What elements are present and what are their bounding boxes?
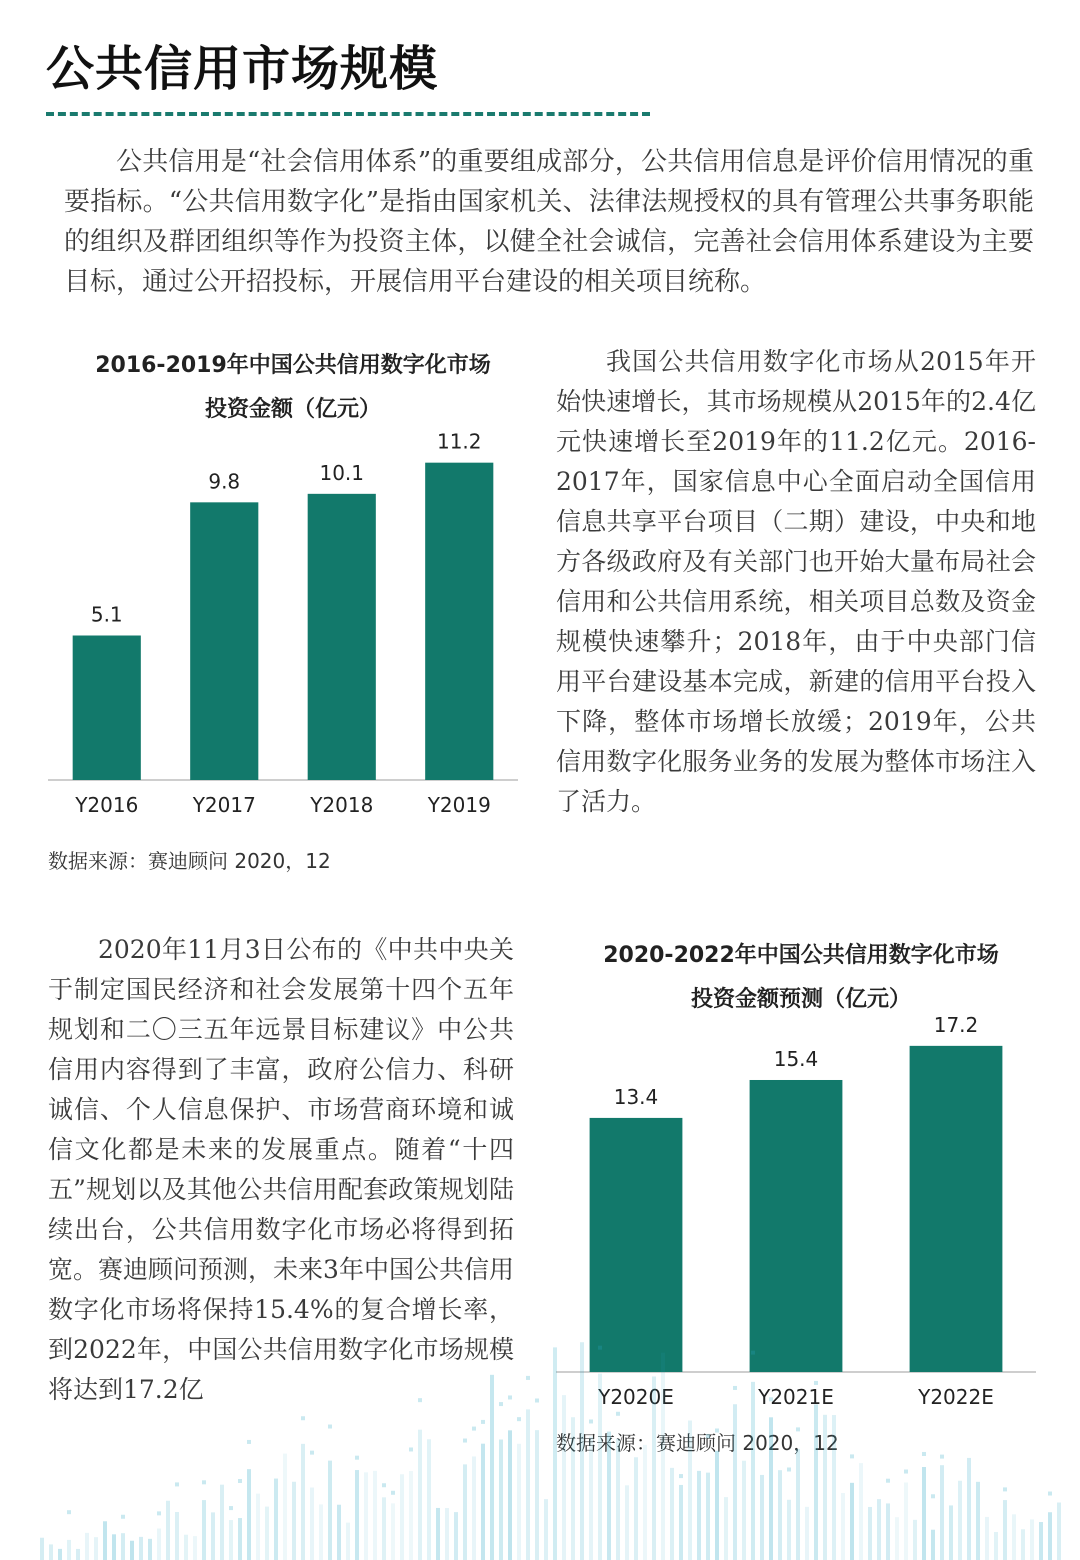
- decorative-bar: [139, 1537, 143, 1560]
- decorative-dot: [715, 1428, 719, 1432]
- decorative-bar: [859, 1463, 863, 1560]
- decorative-bar: [607, 1432, 611, 1560]
- decorative-bar: [256, 1494, 260, 1560]
- chart-2-tick-label: Y2022E: [918, 1385, 994, 1409]
- chart-1-bar: [190, 502, 258, 780]
- decorative-bar: [562, 1395, 566, 1560]
- decorative-bar: [652, 1376, 656, 1560]
- decorative-dot: [301, 1416, 305, 1420]
- chart-1-tick-label: Y2017: [192, 793, 256, 817]
- decorative-bars-background: [0, 1260, 1080, 1560]
- decorative-dot: [238, 1479, 242, 1483]
- decorative-dot: [157, 1511, 161, 1515]
- decorative-bar: [238, 1518, 242, 1560]
- chart-1-tick-label: Y2016: [75, 793, 139, 817]
- decorative-bar: [616, 1439, 620, 1560]
- decorative-dot: [499, 1402, 503, 1406]
- decorative-bar: [274, 1479, 278, 1560]
- decorative-dot: [67, 1510, 71, 1514]
- decorative-bar: [949, 1505, 953, 1560]
- decorative-bar: [76, 1549, 80, 1560]
- decorative-dot: [616, 1412, 620, 1416]
- decorative-bar: [1057, 1502, 1061, 1560]
- decorative-dot: [796, 1427, 800, 1431]
- decorative-dot: [733, 1386, 737, 1390]
- decorative-bar: [463, 1464, 467, 1560]
- decorative-bar: [481, 1444, 485, 1560]
- decorative-bar: [598, 1374, 602, 1560]
- decorative-dot: [1048, 1492, 1052, 1496]
- decorative-bar: [850, 1483, 854, 1560]
- decorative-dot: [247, 1440, 251, 1444]
- market-growth-paragraph: 我国公共信用数字化市场从2015年开始快速增长，其市场规模从2015年的2.4亿元快速增长至2019年的11.2亿元。2016-2017年，国家信息中心全面启动全国信用信息共享平台项目（二期）建设，中央和地方各级政府及有关部门也开始大量布局社会信用和公共信用系统，相关项目总数及资金规模快速攀升；2018年，由于中央部门信用平台建设基本完成，新建的信用平台投入下降，整体市场增长放缓；2019年，公共信用数字化服务业务的发展为整体市场注入了活力。: [556, 347, 1036, 816]
- decorative-bar: [337, 1505, 341, 1560]
- decorative-bar: [436, 1508, 440, 1560]
- chart-1-bar: [425, 463, 493, 780]
- decorative-bar: [1012, 1514, 1016, 1560]
- chart-2-tick-label: Y2021E: [758, 1385, 834, 1409]
- chart-1-title-line2: 投资金额（亿元）: [204, 397, 381, 422]
- decorative-bar: [742, 1461, 746, 1560]
- chart-1-bar: [73, 636, 141, 781]
- chart-2-data-label: 13.4: [613, 1084, 659, 1109]
- decorative-dot: [418, 1398, 422, 1402]
- decorative-bar: [211, 1512, 215, 1560]
- decorative-bar: [499, 1440, 503, 1560]
- decorative-dot: [202, 1480, 206, 1484]
- chart-1-source: 数据来源：赛迪顾问 2020，12: [48, 849, 331, 873]
- decorative-bar: [760, 1475, 764, 1560]
- decorative-bar: [733, 1404, 737, 1560]
- decorative-dot: [481, 1420, 485, 1424]
- decorative-dot: [814, 1381, 818, 1385]
- decorative-dot: [508, 1395, 512, 1399]
- decorative-bar: [535, 1430, 539, 1560]
- chart-2-tick-label: Y2020E: [598, 1385, 674, 1409]
- decorative-dot: [517, 1417, 521, 1421]
- decorative-bar: [301, 1444, 305, 1560]
- decorative-bar: [931, 1530, 935, 1560]
- decorative-bar: [247, 1469, 251, 1560]
- decorative-bar: [373, 1471, 377, 1560]
- chart-2-title: [556, 934, 1046, 1022]
- decorative-bar: [886, 1503, 890, 1560]
- decorative-bar: [40, 1538, 44, 1560]
- decorative-bar: [589, 1436, 593, 1560]
- decorative-dot: [940, 1455, 944, 1459]
- decorative-bar: [1021, 1529, 1025, 1560]
- decorative-bar: [787, 1500, 791, 1560]
- decorative-dot: [1003, 1487, 1007, 1491]
- decorative-dot: [931, 1494, 935, 1498]
- decorative-bar: [814, 1404, 818, 1560]
- decorative-dot: [310, 1451, 314, 1455]
- decorative-bar: [346, 1523, 350, 1560]
- decorative-dot: [472, 1427, 476, 1431]
- decorative-dot: [463, 1439, 467, 1443]
- decorative-bar: [355, 1470, 359, 1560]
- decorative-bar: [94, 1537, 98, 1560]
- decorative-bar: [454, 1512, 458, 1560]
- decorative-bar: [292, 1482, 296, 1560]
- chart-2-title-line2: 投资金额预测（亿元）: [690, 987, 911, 1012]
- decorative-dot: [589, 1419, 593, 1423]
- decorative-bar: [571, 1417, 575, 1560]
- chart-1-tick-label: Y2019: [427, 793, 491, 817]
- decorative-bar: [994, 1532, 998, 1560]
- intro-paragraph: 公共信用是“社会信用体系”的重要组成部分，公共信用信息是评价信用情况的重要指标。“公共信用数字化”是指由国家机关、法律法规授权的具有管理公共事务职能的组织及群团组织等作为投资主体，以健全社会诚信，完善社会信用体系建设为主要目标，通过公开招投标，开展信用平台建设的相关项目统称。: [64, 147, 1034, 297]
- decorative-bar: [67, 1540, 71, 1560]
- page-title: 公共信用市场规模: [46, 41, 439, 97]
- chart-1-data-label: 10.1: [319, 460, 365, 485]
- decorative-bar: [967, 1458, 971, 1560]
- decorative-bar: [283, 1454, 287, 1560]
- decorative-bar: [1048, 1512, 1052, 1560]
- decorative-dot: [787, 1467, 791, 1471]
- decorative-bar: [778, 1470, 782, 1560]
- decorative-bar: [103, 1521, 107, 1560]
- chart-1-data-label: 9.8: [208, 469, 241, 494]
- decorative-bar: [841, 1493, 845, 1560]
- decorative-bar: [220, 1485, 224, 1560]
- forecast-paragraph: 2020年11月3日公布的《中共中央关于制定国民经济和社会发展第十四个五年规划和二〇三五年远景目标建议》中公共信用内容得到了丰富，政府公信力、科研诚信、个人信息保护、市场营商环境和诚信文化都是未来的发展重点。随着“十四五”规划以及其他公共信用配套政策规划陆续出台，公共信用数字化市场必将得到拓宽。赛迪顾问预测，未来3年中国公共信用数字化市场将保持15.4%的复合增长率，到2022年，中国公共信用数字化市场规模将达到17.2亿: [48, 935, 514, 1404]
- decorative-dot: [751, 1351, 755, 1355]
- decorative-bar: [400, 1474, 404, 1560]
- decorative-bar: [553, 1347, 557, 1560]
- decorative-bar: [517, 1444, 521, 1560]
- decorative-bar: [823, 1415, 827, 1560]
- decorative-bar: [328, 1461, 332, 1560]
- decorative-bar: [769, 1417, 773, 1560]
- decorative-bar: [922, 1467, 926, 1560]
- decorative-bar: [49, 1544, 53, 1560]
- decorative-bar: [364, 1472, 368, 1560]
- decorative-bar: [958, 1481, 962, 1560]
- decorative-bar: [166, 1501, 170, 1560]
- decorative-bar: [580, 1342, 584, 1560]
- decorative-bar: [985, 1517, 989, 1560]
- decorative-dot: [229, 1506, 233, 1510]
- decorative-bar: [409, 1471, 413, 1560]
- chart-1-tick-label: Y2018: [310, 793, 374, 817]
- decorative-bar: [310, 1488, 314, 1560]
- chart-1-title: [48, 344, 538, 432]
- decorative-bar: [1030, 1519, 1034, 1560]
- decorative-bar: [184, 1535, 188, 1560]
- decorative-bar: [868, 1507, 872, 1560]
- decorative-bar: [751, 1382, 755, 1560]
- decorative-dot: [904, 1470, 908, 1474]
- title-divider: [46, 112, 650, 116]
- chart-1-bar: [308, 494, 376, 780]
- chart-2-source: 数据来源：赛迪顾问 2020，12: [556, 1431, 839, 1455]
- decorative-bar: [544, 1499, 548, 1560]
- decorative-bar: [121, 1533, 125, 1560]
- decorative-dot: [535, 1398, 539, 1402]
- decorative-bar: [58, 1549, 62, 1560]
- decorative-bar: [670, 1468, 674, 1560]
- decorative-bar: [148, 1539, 152, 1560]
- decorative-bar: [391, 1503, 395, 1560]
- decorative-dot: [121, 1515, 125, 1519]
- decorative-bar: [202, 1500, 206, 1560]
- decorative-dot: [679, 1474, 683, 1478]
- decorative-bar: [904, 1483, 908, 1560]
- decorative-bar: [625, 1485, 629, 1560]
- decorative-dot: [886, 1479, 890, 1483]
- decorative-bar: [679, 1485, 683, 1560]
- decorative-dot: [922, 1452, 926, 1456]
- decorative-bar: [445, 1508, 449, 1560]
- chart-2-data-label: 15.4: [773, 1046, 819, 1071]
- decorative-dot: [175, 1482, 179, 1486]
- decorative-bar: [382, 1497, 386, 1560]
- decorative-bar: [976, 1482, 980, 1560]
- decorative-bar: [472, 1456, 476, 1560]
- decorative-bar: [877, 1499, 881, 1560]
- decorative-bar: [1039, 1522, 1043, 1560]
- decorative-bar: [229, 1520, 233, 1560]
- decorative-dot: [706, 1434, 710, 1438]
- decorative-bar: [796, 1449, 800, 1560]
- decorative-bar: [697, 1471, 701, 1560]
- decorative-bar: [265, 1507, 269, 1560]
- decorative-dot: [355, 1456, 359, 1460]
- decorative-dot: [391, 1491, 395, 1495]
- decorative-bar: [805, 1507, 809, 1560]
- decorative-bar: [895, 1517, 899, 1560]
- decorative-dot: [850, 1454, 854, 1458]
- chart-1-data-label: 5.1: [90, 602, 123, 627]
- decorative-bar: [1003, 1500, 1007, 1560]
- decorative-bar: [688, 1420, 692, 1560]
- chart-1-title-line1: 2016-2019年中国公共信用数字化市场: [95, 353, 491, 378]
- decorative-bar: [193, 1536, 197, 1560]
- decorative-bar: [157, 1529, 161, 1560]
- decorative-bar: [427, 1439, 431, 1560]
- decorative-dot: [598, 1346, 602, 1350]
- decorative-bar: [715, 1451, 719, 1560]
- decorative-bar: [526, 1409, 530, 1560]
- decorative-dot: [526, 1376, 530, 1380]
- decorative-bar: [85, 1533, 89, 1560]
- decorative-bar: [418, 1430, 422, 1560]
- decorative-bar: [112, 1534, 116, 1560]
- chart-1: [48, 429, 518, 830]
- decorative-dot: [382, 1483, 386, 1487]
- decorative-bar: [724, 1497, 728, 1560]
- decorative-bar: [661, 1353, 665, 1560]
- decorative-bar: [832, 1415, 836, 1560]
- decorative-bar: [643, 1445, 647, 1560]
- decorative-dot: [409, 1447, 413, 1451]
- decorative-dot: [328, 1425, 332, 1429]
- chart-1-data-label: 11.2: [436, 429, 482, 454]
- decorative-bar: [508, 1430, 512, 1560]
- decorative-bar: [940, 1465, 944, 1560]
- chart-2-data-label: 17.2: [933, 1012, 979, 1037]
- chart-2-title-line1: 2020-2022年中国公共信用数字化市场: [603, 943, 999, 968]
- decorative-bar: [175, 1512, 179, 1560]
- decorative-bar: [490, 1375, 494, 1560]
- decorative-bar: [634, 1457, 638, 1560]
- decorative-bar: [130, 1541, 134, 1560]
- decorative-dot: [769, 1397, 773, 1401]
- decorative-bar: [913, 1520, 917, 1560]
- decorative-bar: [706, 1473, 710, 1560]
- decorative-bar: [319, 1504, 323, 1560]
